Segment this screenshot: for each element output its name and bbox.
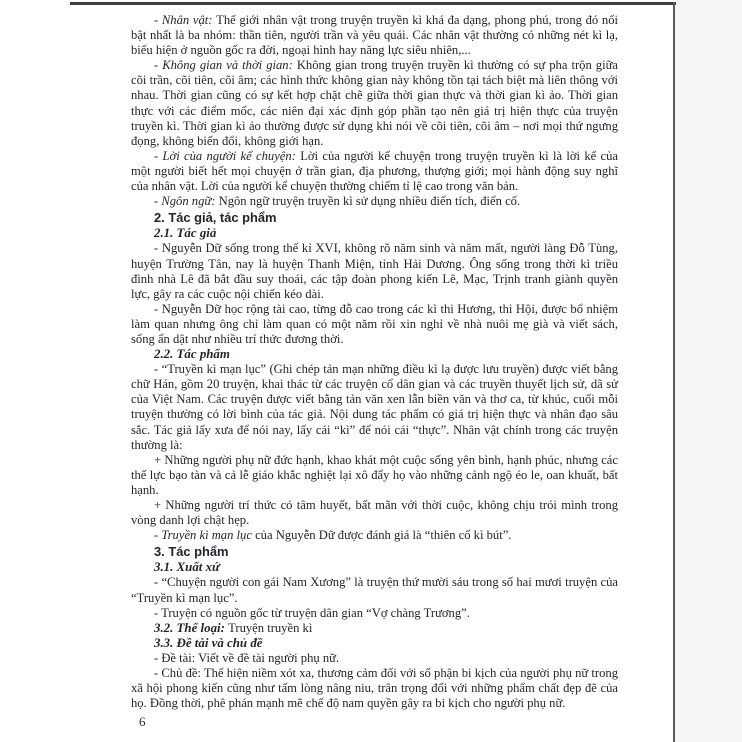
paragraph [131, 362, 618, 453]
paragraph [131, 13, 618, 58]
page-top-edge-line [70, 2, 676, 5]
paragraph-text: của Nguyễn Dữ được đánh giá là “thiên cổ kì bút”. [255, 528, 512, 543]
paragraph-text: - “Chuyện người con gái Nam Xương” là truyện thứ mười sáu trong số hai mươi truyện của “Truyền kì mạn lục”. [131, 575, 618, 605]
subsection-heading [131, 560, 618, 575]
section-heading [131, 544, 618, 559]
paragraph-text: - Nguyễn Dữ sống trong thế kỉ XVI, không rõ năm sinh và năm mất, người làng Đỗ Tùng, huyện Trường Tân, nay là huyện Thanh Miện, tỉnh Hải Dương. Ông sống trong thời kì triều đình nhà Lê đã bắt đầu suy thoái, các tập đoàn phong kiến Lê, Mạc, Trịnh tranh giành quyền lực, gây ra các cuộc nội chiến kéo dài. [131, 241, 618, 301]
italic-lead: - Ngôn ngữ: [154, 194, 219, 209]
text-column [131, 13, 618, 711]
page-right-edge-line [673, 2, 675, 742]
subsection-heading [131, 636, 618, 651]
paragraph [131, 651, 618, 666]
subheading-tail-text: Truyện truyền kì [228, 620, 313, 635]
paragraph-text: - Đề tài: Viết về đề tài người phụ nữ. [154, 650, 340, 665]
heading-text: 2. Tác giả, tác phẩm [154, 210, 277, 226]
italic-lead: - Không gian và thời gian: [154, 58, 297, 73]
paragraph-text: - Chủ đề: Thể hiện niềm xót xa, thương cảm đối với số phận bi kịch của người phụ nữ trong xã hội phong kiến cũng như tấm lòng nâng niu, trân trọng đối với những phẩm chất đẹp đẽ của họ. Đồng thời, phê phán mạnh mẽ chế độ nam quyền gây ra bi kịch cho người phụ nữ. [131, 666, 618, 711]
paragraph-text: Ngôn ngữ truyện truyền kì sử dụng nhiều điển tích, điển cố. [218, 194, 521, 209]
outside-margin [675, 0, 742, 742]
subheading-text: 3.3. Đề tài và chủ đề [154, 635, 263, 650]
subsection-heading [131, 347, 618, 362]
italic-lead: - Lời của người kể chuyện: [154, 148, 301, 163]
section-heading [131, 210, 618, 225]
paragraph [131, 241, 618, 301]
paragraph-text: Không gian trong truyện truyền kì thường có sự pha trộn giữa cõi trần, cõi tiên, cõi âm; các hình thức không gian này không tồn tại tách biệt mà liên thông với nhau. Thời gian cũng có sự kết hợp chặt chẽ giữa thời gian thực và thời gian kì ảo. Thời gian thực với các điểm mốc, các niên đại xác định góp phần tạo nên giá trị hiện thực của truyện truyền kì. Thời gian kì ảo thường được sử dụng khi nói về cõi tiên, cõi âm – nơi mọi thứ ngưng đọng, không biến đổi, không giới hạn. [131, 58, 618, 148]
paragraph [131, 58, 618, 149]
paragraph [131, 575, 618, 605]
paragraph-text: - Nguyễn Dữ học rộng tài cao, từng đỗ cao trong các kì thi Hương, thi Hội, được bổ nhiệm làm quan nhưng ông chỉ làm quan có một năm rồi xin nghỉ về nhà nuôi mẹ già và viết sách, sống ẩn dật như nhiều trí thức đương thời. [131, 301, 618, 346]
paragraph [131, 528, 618, 543]
paragraph-text: + Những người trí thức có tâm huyết, bất mãn với thời cuộc, không chịu trói mình trong vòng danh lợi chật hẹp. [131, 498, 618, 528]
paragraph-text: - “Truyền kì mạn lục” (Ghi chép tản mạn những điều kì lạ được lưu truyền) được viết bằng chữ Hán, gồm 20 truyện, khai thác từ các truyện cổ dân gian và các truyền thuyết lịch sử, dã sử của Việt Nam. Các truyện được viết bằng tản văn xen lẫn biền văn và thơ ca, từ khúc, cuối mỗi truyện thường có lời bình của tác giả. Nội dung tác phẩm có giá trị hiện thực và nhân đạo sâu sắc. Tác giả lấy xưa để nói nay, lấy cái “kì” để nói cái “thực”. Nhân vật chính trong các truyện thường là: [131, 362, 618, 452]
subheading-text: 2.2. Tác phẩm [154, 347, 230, 362]
paragraph-text: + Những người phụ nữ đức hạnh, khao khát một cuộc sống yên bình, hạnh phúc, nhưng các thế lực bạo tàn và cả lễ giáo khắc nghiệt lại xô đẩy họ vào những cảnh ngộ éo le, oan khuất, bất hạnh. [131, 452, 618, 497]
subsection-heading [131, 621, 618, 636]
paragraph-text: Thế giới nhân vật trong truyện truyền kì khá đa dạng, phong phú, trong đó nổi bật nhất là ba nhóm: thần tiên, người trần và yêu quái. Các nhân vật thường có những nét kì lạ, biểu hiện ở nguồn gốc ra đời, ngoại hình hay năng lực siêu nhiên,... [131, 13, 619, 58]
subheading-text: 3.2. Thể loại: [154, 620, 229, 635]
paragraph [131, 666, 618, 711]
italic-lead: - Truyền kì mạn lục [154, 528, 256, 543]
italic-lead: - Nhân vật: [154, 13, 217, 27]
paragraph [131, 606, 618, 621]
paragraph [131, 498, 618, 528]
subsection-heading [131, 226, 618, 241]
paragraph-text: - Truyện có nguồn gốc từ truyện dân gian “Vợ chàng Trương”. [154, 605, 470, 620]
paragraph [131, 194, 618, 209]
heading-text: 3. Tác phẩm [154, 544, 229, 560]
paragraph [131, 149, 618, 194]
paragraph [131, 453, 618, 498]
paragraph-text: Lời của người kể chuyện trong truyện truyền kì là lời kể của một người biết hết mọi chuyện ở trần gian, địa phương, thượng giới; mọi hành động suy nghĩ của nhân vật. Lời của người kể chuyện thường chiếm tỉ lệ cao trong văn bản. [131, 148, 618, 194]
subheading-text: 3.1. Xuất xứ [154, 560, 220, 575]
page-number: 6 [139, 714, 146, 729]
paragraph [131, 302, 618, 347]
subheading-text: 2.1. Tác giả [154, 226, 217, 241]
